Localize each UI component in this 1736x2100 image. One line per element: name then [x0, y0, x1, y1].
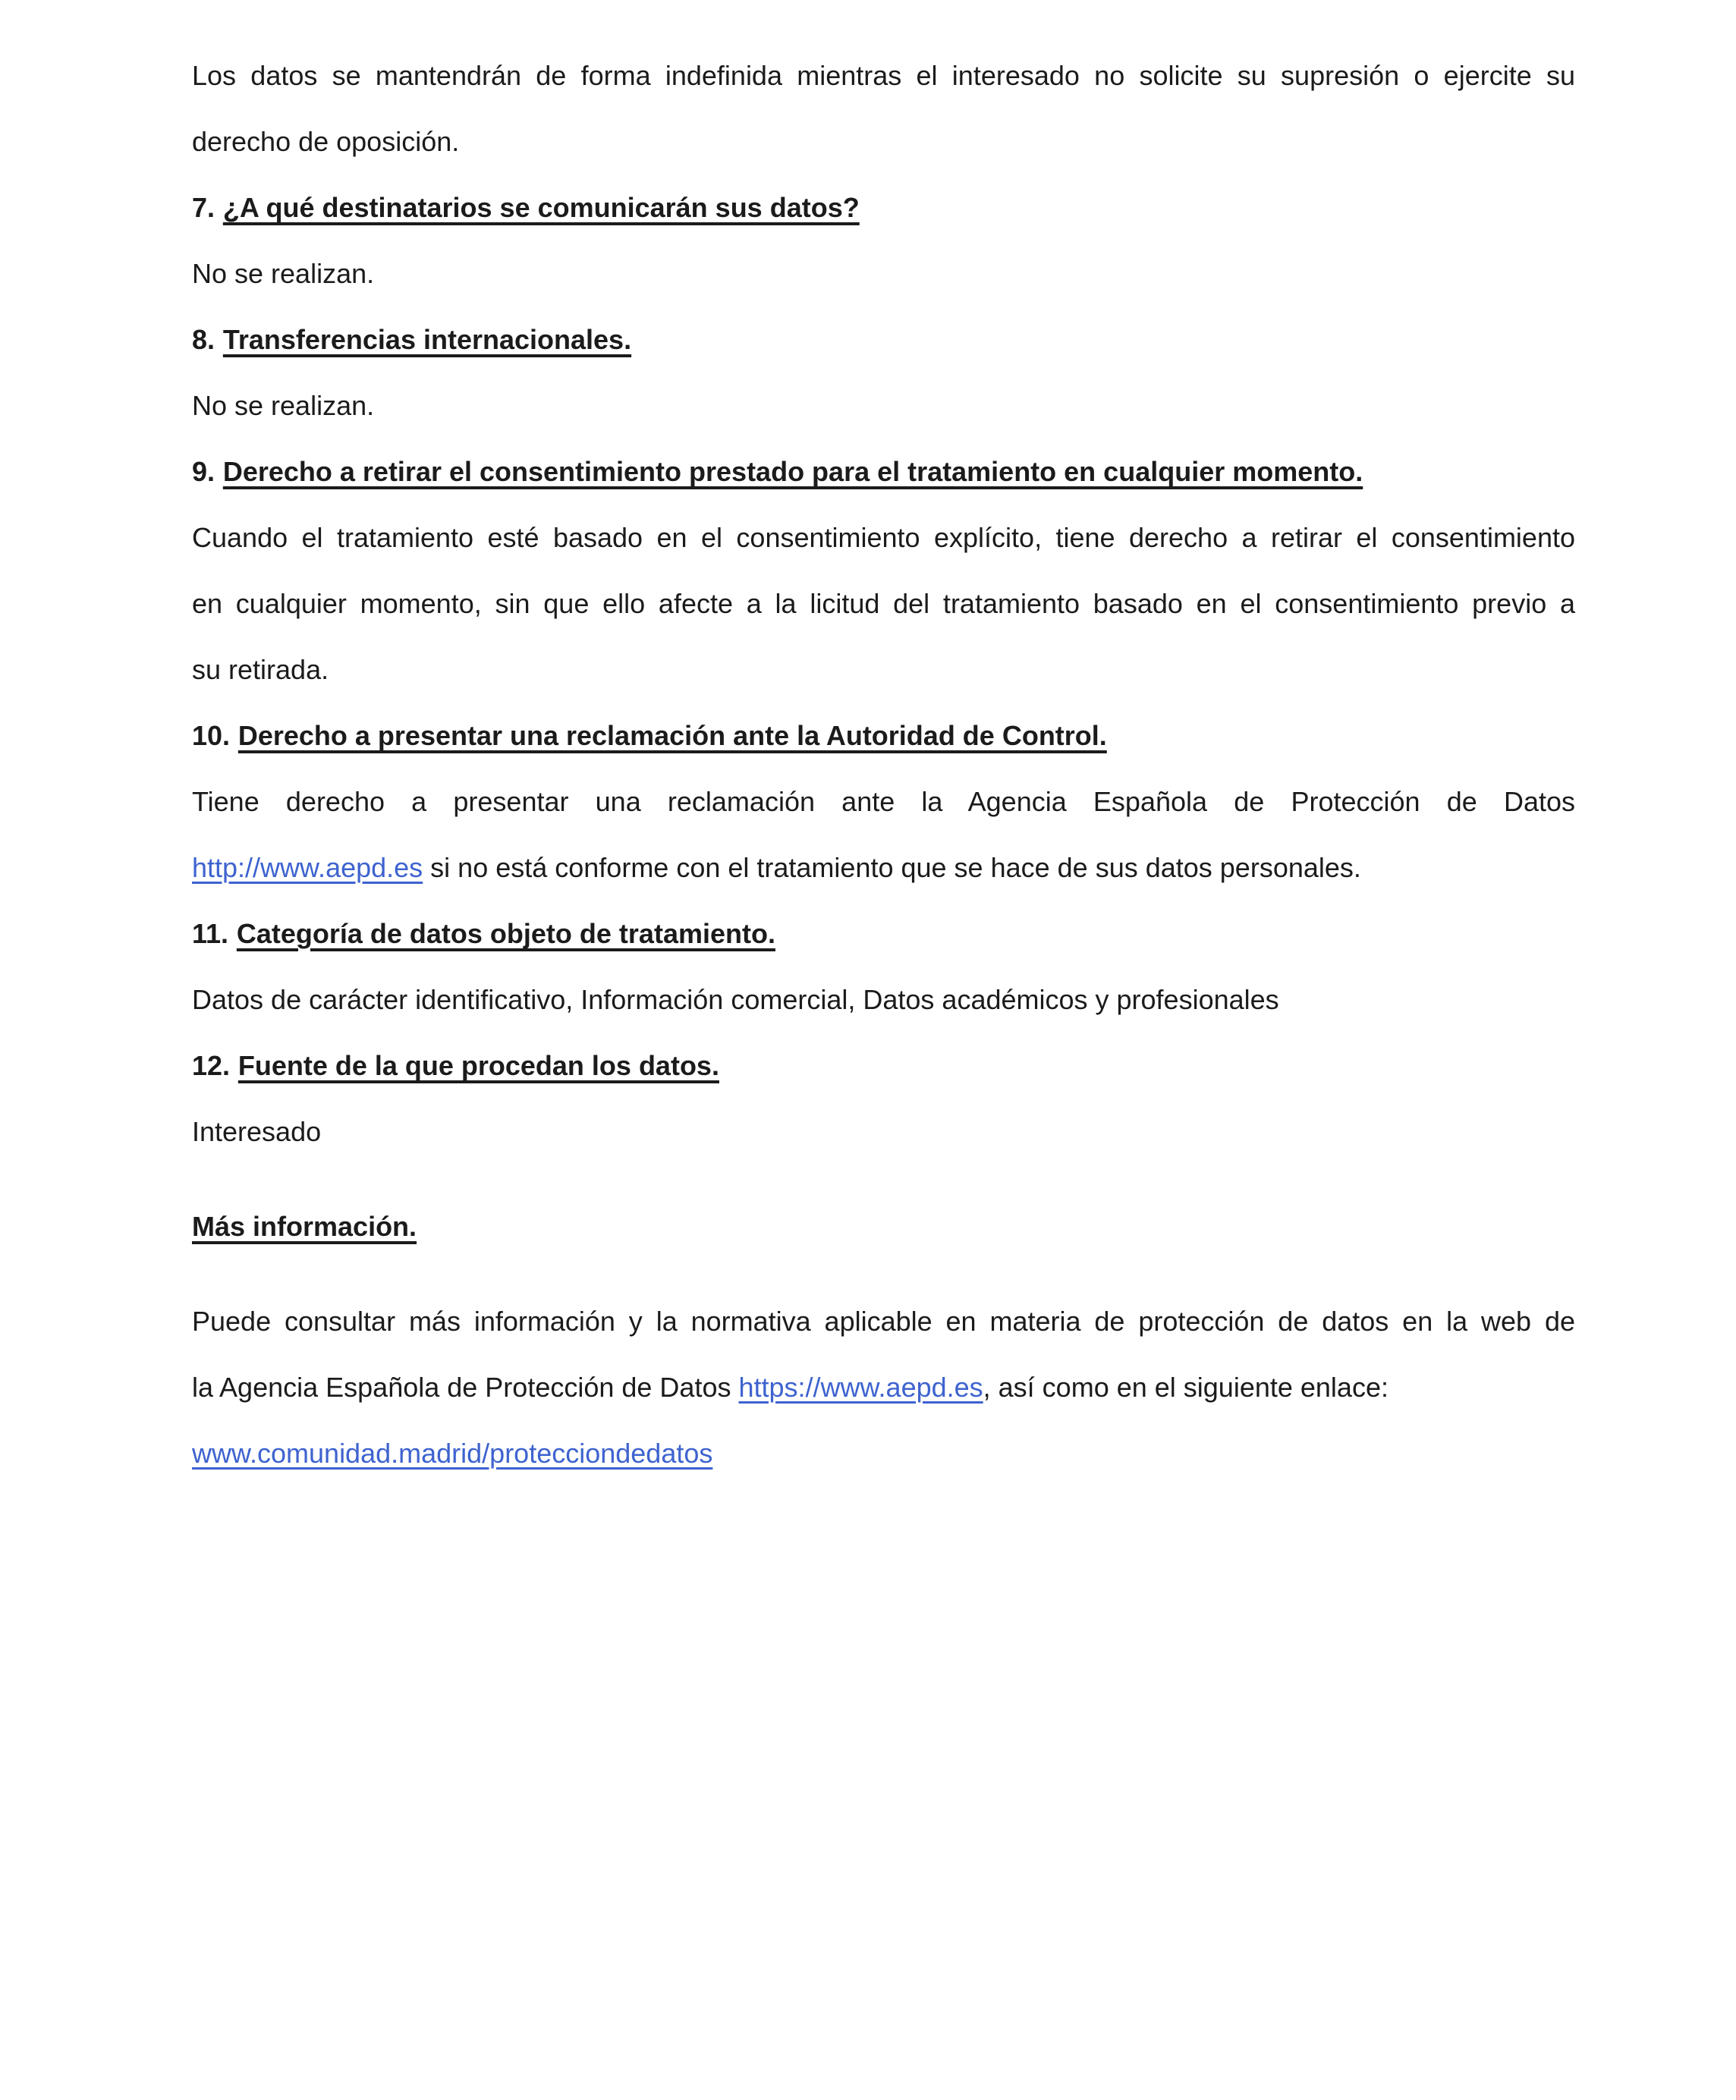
heading-number: 11.: [192, 918, 229, 949]
heading-title: ¿A qué destinatarios se comunicarán sus datos?: [222, 192, 860, 223]
body-text: No se realizan.: [192, 390, 375, 421]
body-text: , así como en el siguiente enlace:: [983, 1372, 1388, 1403]
section-11-body: [192, 967, 1575, 1033]
aepd-http-link[interactable]: http://www.aepd.es: [192, 852, 423, 883]
heading-section-12: [192, 1033, 1575, 1099]
body-text: Interesado: [192, 1116, 322, 1147]
heading-number: 7.: [192, 192, 215, 223]
body-text: Tiene derecho a presentar una reclamación ante la Agencia Española de Protección de Datos: [192, 786, 1575, 817]
more-info-body-line-1: [192, 1288, 1575, 1354]
more-info-body-line-3: [192, 1420, 1575, 1486]
section-9-body-line-3: [192, 637, 1575, 703]
body-text: No se realizan.: [192, 258, 375, 289]
body-text: Cuando el tratamiento esté basado en el consentimiento explícito, tiene derecho a retirar el consentimiento: [192, 522, 1575, 553]
body-text: si no está conforme con el tratamiento que se hace de sus datos personales.: [423, 852, 1361, 883]
heading-section-11: [192, 901, 1575, 967]
section-7-body: [192, 240, 1575, 307]
section-8-body: [192, 373, 1575, 439]
heading-title: Fuente de la que procedan los datos.: [237, 1050, 719, 1081]
heading-more-info: [192, 1193, 1575, 1259]
section-9-body-line-2: [192, 571, 1575, 637]
section-10-body-line-1: [192, 769, 1575, 835]
aepd-https-link[interactable]: https://www.aepd.es: [738, 1372, 983, 1403]
heading-section-7: [192, 174, 1575, 240]
heading-number: 12.: [192, 1050, 231, 1081]
heading-number: 10.: [192, 720, 231, 751]
retention-paragraph-line-1: [192, 42, 1575, 108]
body-text: su retirada.: [192, 654, 329, 685]
section-10-body-line-2: [192, 835, 1575, 901]
heading-section-8: [192, 307, 1575, 373]
section-12-body: [192, 1099, 1575, 1165]
body-text: en cualquier momento, sin que ello afecte a la licitud del tratamiento basado en el consentimiento previo a: [192, 588, 1575, 619]
heading-section-10: [192, 703, 1575, 769]
heading-number: 9.: [192, 456, 215, 487]
body-text: Datos de carácter identificativo, Información comercial, Datos académicos y profesionales: [192, 984, 1279, 1015]
heading-section-9: [192, 439, 1575, 505]
heading-title: Derecho a presentar una reclamación ante la Autoridad de Control.: [237, 720, 1107, 751]
heading-title: Transferencias internacionales.: [222, 324, 632, 355]
retention-paragraph-line-2: [192, 108, 1575, 174]
heading-title: Derecho a retirar el consentimiento prestado para el tratamiento en cualquier momento.: [222, 456, 1363, 487]
body-text: la Agencia Española de Protección de Datos: [192, 1372, 739, 1403]
comunidad-madrid-link[interactable]: www.comunidad.madrid/protecciondedatos: [192, 1438, 713, 1469]
body-text: Los datos se mantendrán de forma indefinida mientras el interesado no solicite su supresión o ejercite su: [192, 60, 1575, 91]
heading-number: 8.: [192, 324, 215, 355]
body-text: Puede consultar más información y la normativa aplicable en materia de protección de datos en la web de: [192, 1306, 1575, 1337]
more-info-body-line-2: [192, 1354, 1575, 1420]
heading-title: Más información.: [192, 1211, 417, 1242]
body-text: derecho de oposición.: [192, 126, 460, 157]
heading-title: Categoría de datos objeto de tratamiento.: [236, 918, 775, 949]
section-9-body-line-1: [192, 505, 1575, 571]
